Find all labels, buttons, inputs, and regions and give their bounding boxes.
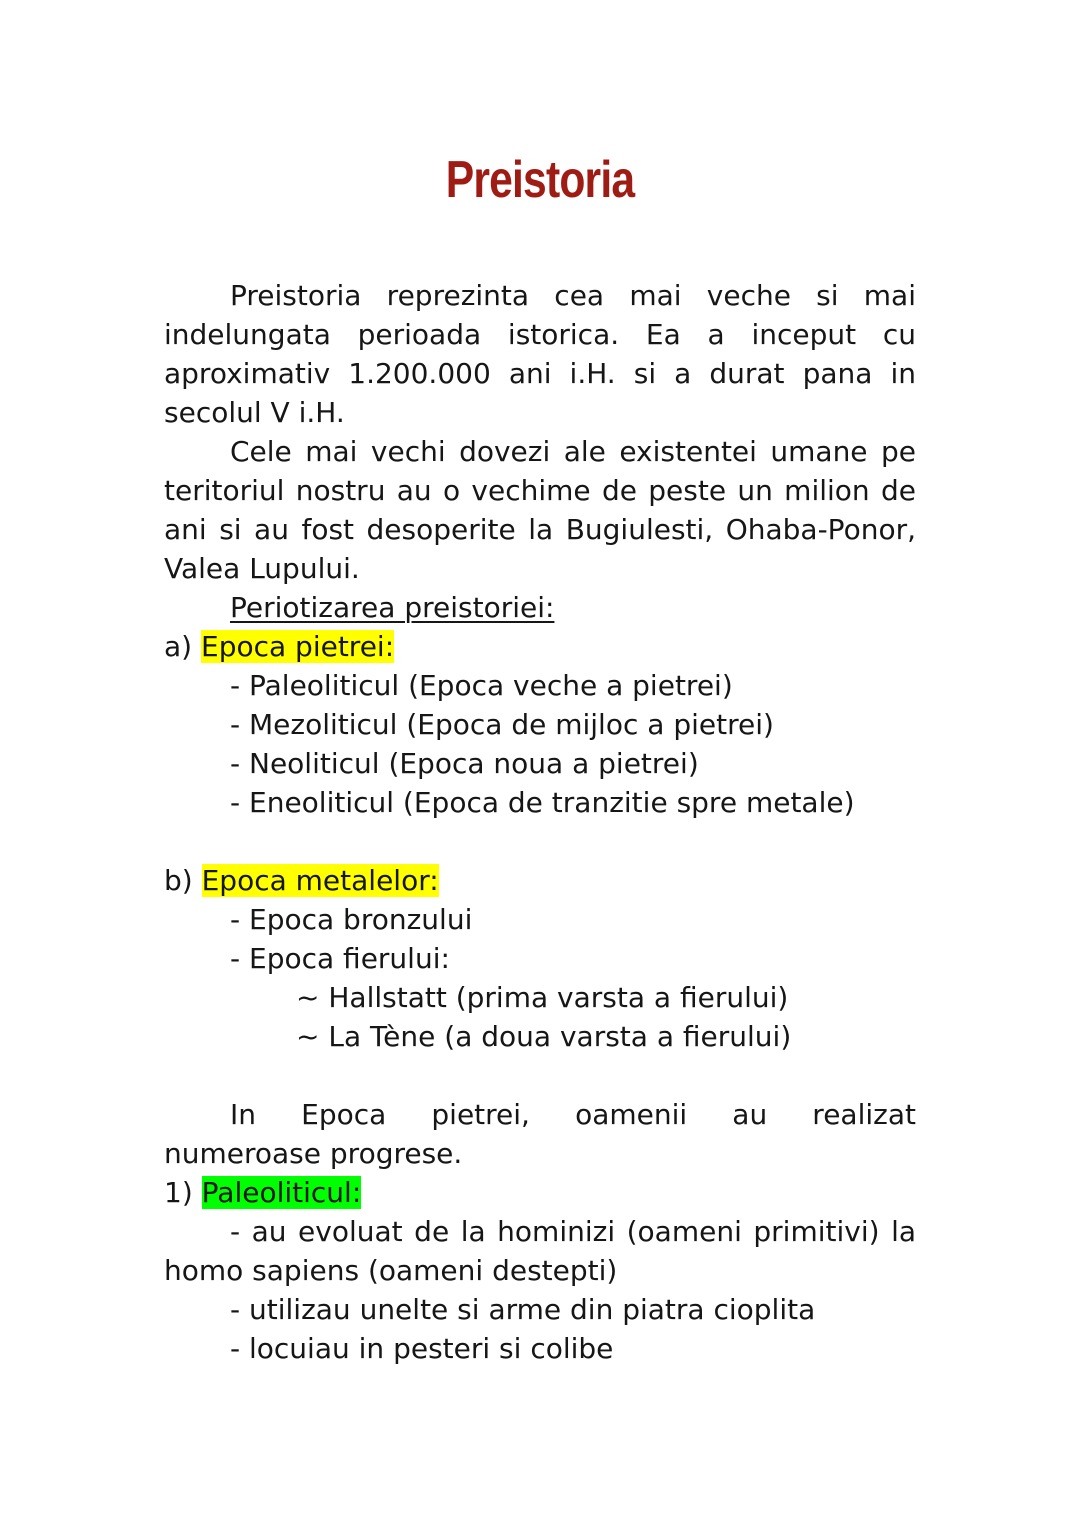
list-item: - Epoca fierului: (230, 942, 450, 975)
list-item: - Epoca bronzului (230, 903, 473, 936)
document-body (164, 276, 916, 1368)
list-item: - Neoliticul (Epoca noua a pietrei) (230, 747, 699, 780)
intro-paragraph-1: Preistoria reprezinta cea mai veche si mai indelungata perioada istorica. Ea a inceput cu aproximativ 1.200.000 ani i.H. si a durat pana in secolul V i.H. (164, 279, 916, 429)
list-item: - au evoluat de la hominizi (oameni primitivi) la homo sapiens (oameni destepti) (164, 1215, 916, 1287)
list-item: - locuiau in pesteri si colibe (230, 1332, 614, 1365)
section-a-heading: a) Epoca pietrei: (164, 630, 395, 663)
section-b-heading: b) Epoca metalelor: (164, 864, 439, 897)
progress-line-2: numeroase progrese. (164, 1137, 463, 1170)
highlighted-label: Epoca metalelor: (201, 864, 439, 897)
list-item: - Mezoliticul (Epoca de mijloc a pietrei) (230, 708, 774, 741)
spacer (164, 1056, 916, 1095)
list-item: - Eneoliticul (Epoca de tranzitie spre metale) (230, 786, 855, 819)
sub-list-item: ~ Hallstatt (prima varsta a fierului) (296, 981, 789, 1014)
highlighted-label: Paleoliticul: (201, 1176, 362, 1209)
periodization-heading: Periotizarea preistoriei: (230, 591, 555, 624)
page-title: Preistoria (445, 151, 635, 209)
intro-paragraph-2: Cele mai vechi dovezi ale existentei umane pe teritoriul nostru au o vechime de peste un milion de ani si au fost desoperite la Bugiulesti, Ohaba-Ponor, Valea Lupului. (164, 435, 916, 585)
list-item: - utilizau unelte si arme din piatra cioplita (230, 1293, 816, 1326)
progress-line-1: In Epoca pietrei, oamenii au realizat (230, 1098, 916, 1131)
highlighted-label: Epoca pietrei: (201, 630, 395, 663)
section-1-heading: 1) Paleoliticul: (164, 1176, 362, 1209)
spacer (164, 822, 916, 861)
sub-list-item: ~ La Tène (a doua varsta a fierului) (296, 1020, 792, 1053)
list-item: - Paleoliticul (Epoca veche a pietrei) (230, 669, 733, 702)
